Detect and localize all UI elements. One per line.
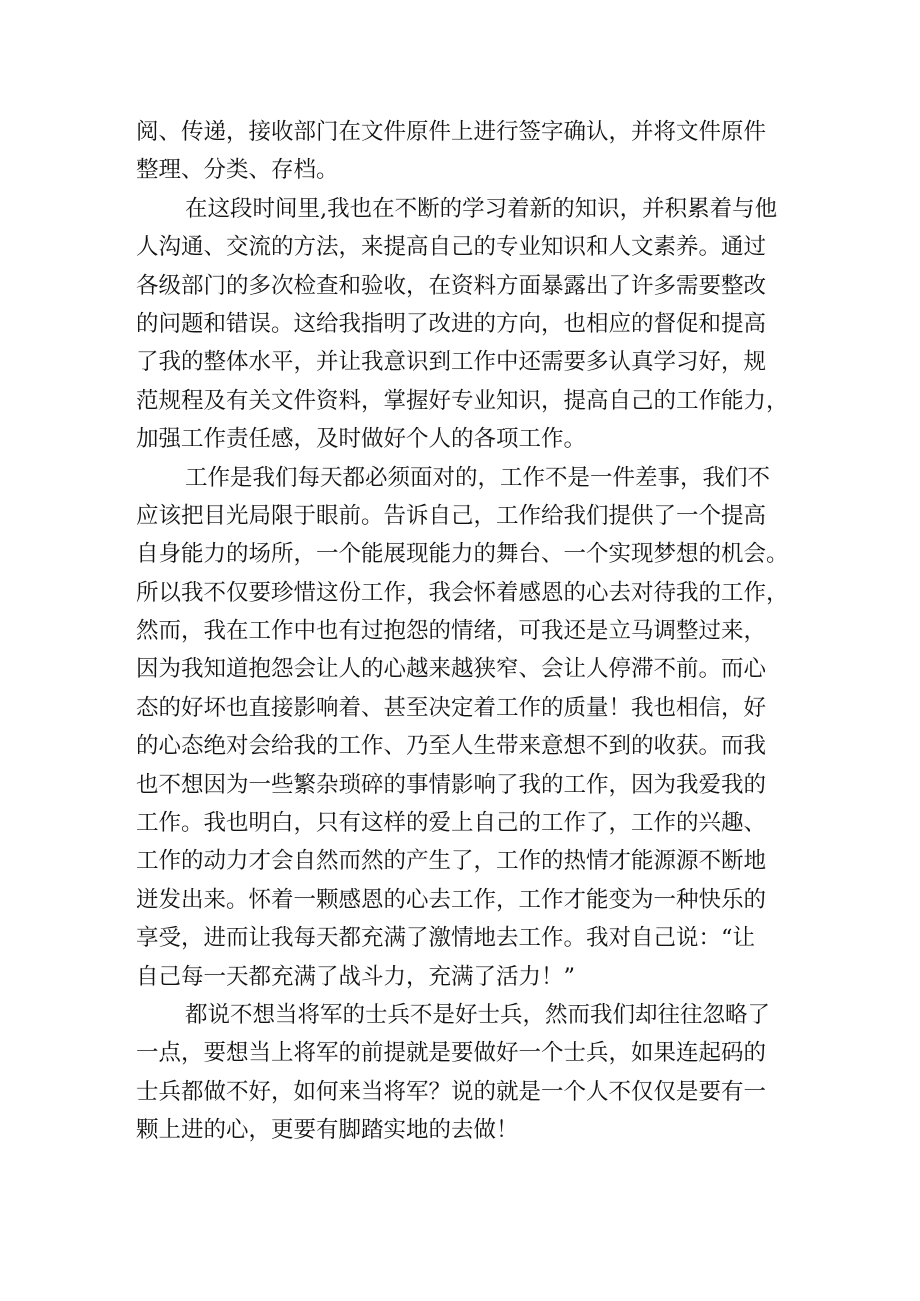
- text-line: 阅、传递，接收部门在文件原件上进行签字确认，并将文件原件: [136, 119, 767, 145]
- text-line: 人沟通、交流的方法，来提高自己的专业知识和人文素养。通过: [136, 234, 767, 261]
- paragraph-first-line: 都说不想当将军的士兵不是好士兵，然而我们却往往忽略了: [185, 1001, 771, 1028]
- text-line: 应该把目光局限于眼前。告诉自己，工作给我们提供了一个提高: [136, 502, 767, 529]
- text-line: 也不想因为一些繁杂琐碎的事情影响了我的工作，因为我爱我的: [136, 771, 767, 798]
- text-line: 的问题和错误。这给我指明了改进的方向，也相应的督促和提高: [136, 310, 767, 337]
- body-text: [136, 113, 796, 1150]
- text-line: 自己每一天都充满了战斗力，充满了活力！”: [136, 963, 576, 990]
- text-line: 态的好坏也直接影响着、甚至决定着工作的质量！我也相信，好: [136, 694, 767, 721]
- text-line: 范规程及有关文件资料，掌握好专业知识，提高自己的工作能力，: [136, 387, 789, 414]
- text-line: 自身能力的场所，一个能展现能力的舞台、一个实现梦想的机会。: [136, 541, 789, 568]
- text-line: 了我的整体水平，并让我意识到工作中还需要多认真学习好，规: [136, 349, 767, 376]
- text-line: 工作。我也明白，只有这样的爱上自己的工作了，工作的兴趣、: [136, 810, 767, 837]
- text-line: 加强工作责任感，及时做好个人的各项工作。: [136, 426, 587, 453]
- text-line: 然而，我在工作中也有过抱怨的情绪，可我还是立马调整过来，: [136, 618, 767, 645]
- paragraph-first-line: 工作是我们每天都必须面对的，工作不是一件差事，我们不: [185, 464, 771, 491]
- text-line: 迸发出来。怀着一颗感恩的心去工作，工作才能变为一种快乐的: [136, 886, 767, 913]
- text-line: 享受，进而让我每天都充满了激情地去工作。我对自己说：“让: [136, 925, 756, 952]
- text-line: 所以我不仅要珍惜这份工作，我会怀着感恩的心去对待我的工作，: [136, 579, 789, 606]
- text-line: 的心态绝对会给我的工作、乃至人生带来意想不到的收获。而我: [136, 733, 767, 760]
- text-line: 各级部门的多次检查和验收，在资料方面暴露出了许多需要整改: [136, 272, 767, 299]
- text-line: 一点，要想当上将军的前提就是要做好一个士兵，如果连起码的: [136, 1040, 767, 1067]
- paragraph-first-line: 在这段时间里,我也在不断的学习着新的知识，并积累着与他: [185, 195, 778, 222]
- text-line: 颗上进的心，更要有脚踏实地的去做！: [136, 1117, 519, 1144]
- text-line: 因为我知道抱怨会让人的心越来越狭窄、会让人停滞不前。而心: [136, 656, 767, 683]
- text-line: 工作的动力才会自然而然的产生了，工作的热情才能源源不断地: [136, 848, 767, 875]
- text-line: 整理、分类、存档。: [136, 157, 339, 184]
- text-line: 士兵都做不好，如何来当将军？说的就是一个人不仅仅是要有一: [136, 1078, 767, 1105]
